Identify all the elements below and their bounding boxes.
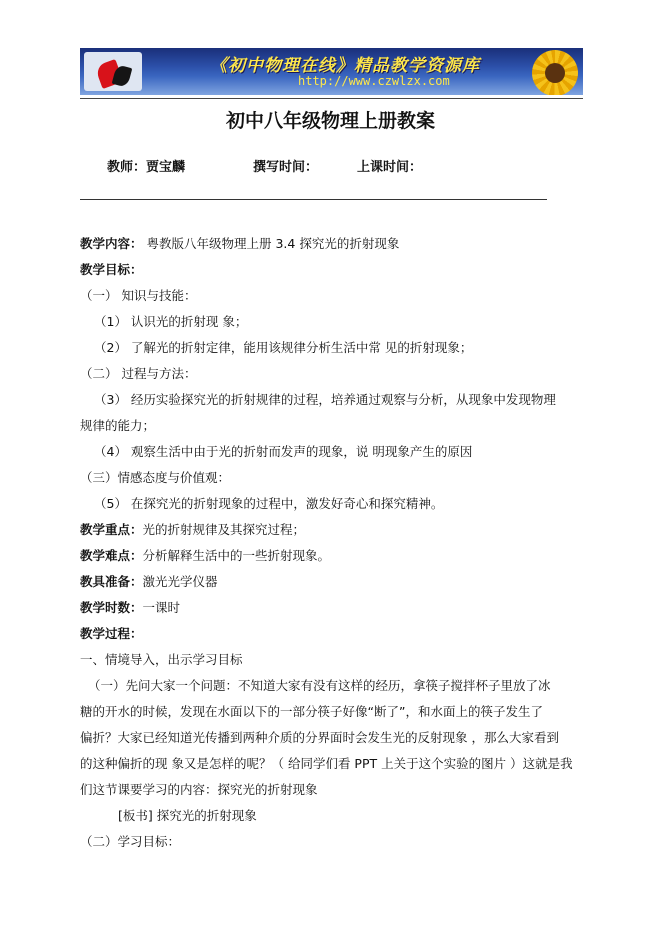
goal-item-1: （1） 认识光的折射现 象；	[94, 314, 248, 329]
equipment-text: 激光光学仪器	[142, 574, 218, 589]
class-hours-line	[80, 600, 180, 616]
header-rule	[80, 98, 583, 99]
section-divider	[80, 199, 547, 200]
teaching-goals-heading: 教学目标：	[80, 262, 143, 277]
goal-item-4: （4） 观察生活中由于光的折射而发声的现象，说 明现象产生的原因	[94, 444, 473, 459]
banner-url: http://www.czwlzx.com	[298, 74, 450, 88]
key-points-label: 教学重点：	[80, 522, 143, 537]
paragraph-line: （一）先问大家一个问题：不知道大家有没有这样的经历，拿筷子搅拌杯子里放了冰	[88, 678, 551, 693]
learning-goals-heading: （二）学习目标：	[80, 834, 181, 849]
equipment-line	[80, 574, 218, 590]
process-step-1: 一、情境导入，出示学习目标	[80, 652, 243, 667]
paragraph-line: 们这节课要学习的内容：探究光的折射现象	[80, 782, 318, 797]
write-time-label: 撰写时间：	[253, 160, 319, 175]
key-points-text: 光的折射规律及其探究过程；	[142, 522, 306, 537]
key-points-line	[80, 522, 305, 538]
goal-item-3-cont: 规律的能力；	[80, 418, 156, 433]
class-hours-label: 教学时数：	[80, 600, 143, 615]
sunflower-center	[545, 63, 565, 83]
content-line	[80, 236, 399, 252]
document-title: 初中八年级物理上册教案	[225, 110, 435, 132]
goal-item-2: （2） 了解光的折射定律，能用该规律分析生活中常 见的折射现象；	[94, 340, 473, 355]
teaching-content-label: 教学内容：	[80, 236, 143, 251]
paragraph-line: 偏折？大家已经知道光传播到两种介质的分界面时会发生光的反射现象 ，那么大家看到	[80, 730, 559, 745]
goal-section-1: （一） 知识与技能：	[80, 288, 197, 303]
goal-section-3: （三）情感态度与价值观：	[80, 470, 231, 485]
header-banner	[80, 48, 583, 95]
paragraph-line: 糖的开水的时候，发现在水面以下的一部分筷子好像“断了”，和水面上的筷子发生了	[80, 704, 543, 719]
paragraph-line: 的这种偏折的现 象又是怎样的呢？（ 给同学们看 PPT 上关于这个实验的图片 ）这就是我	[80, 756, 573, 771]
goal-item-5: （5） 在探究光的折射现象的过程中，激发好奇心和探究精神。	[94, 496, 444, 511]
difficulties-label: 教学难点：	[80, 548, 143, 563]
equipment-label: 教具准备：	[80, 574, 143, 589]
blackboard-note: [板书] 探究光的折射现象	[118, 808, 257, 823]
banner-title: 《初中物理在线》精品教学资源库	[210, 56, 480, 76]
site-logo	[84, 52, 142, 91]
goal-section-2: （二） 过程与方法：	[80, 366, 197, 381]
class-hours-text: 一课时	[142, 600, 181, 615]
teaching-process-heading: 教学过程：	[80, 626, 143, 641]
difficulties-text: 分析解释生活中的一些折射现象。	[142, 548, 331, 563]
sunflower-icon	[532, 50, 578, 95]
teacher-label: 教师：贾宝麟	[107, 160, 186, 175]
difficulties-line	[80, 548, 330, 564]
goal-item-3: （3） 经历实验探究光的折射规律的过程，培养通过观察与分析，从现象中发现物理	[94, 392, 556, 407]
class-time-label: 上课时间：	[357, 160, 423, 175]
teaching-content-text: 粤教版八年级物理上册 3.4 探究光的折射现象	[146, 236, 400, 251]
